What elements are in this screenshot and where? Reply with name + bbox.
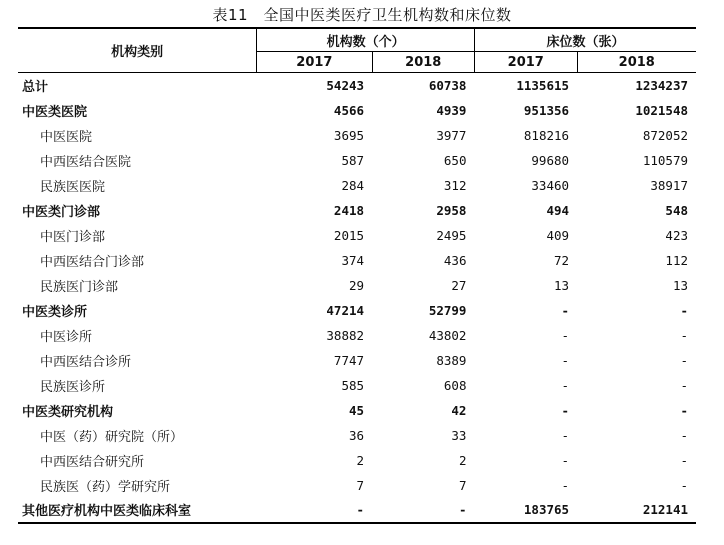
row-label: 中西医结合门诊部 [40, 254, 145, 270]
year-header: 2018 [372, 52, 474, 73]
row-label: 民族医（药）学研究所 [40, 479, 171, 495]
table-row [18, 198, 696, 223]
value-cell: 650 [443, 152, 467, 168]
row-label: 中西医结合医院 [40, 154, 132, 170]
value-cell: 212141 [577, 498, 696, 523]
value-cell: 3695 [333, 127, 365, 143]
value-cell: 7 [356, 477, 365, 493]
row-label: 中医类门诊部 [22, 204, 101, 220]
value-cell: 13 [672, 277, 688, 293]
value-cell: - [680, 302, 688, 318]
row-label: 中医类诊所 [22, 304, 88, 320]
value-cell: - [561, 477, 570, 493]
table-title: 表11 全国中医类医疗卫生机构数和床位数 [212, 6, 512, 24]
value-cell: 4939 [436, 102, 467, 118]
table-row [18, 373, 696, 398]
value-cell: - [561, 402, 570, 418]
value-cell: 36 [348, 427, 365, 443]
category-header: 机构类别 [18, 28, 257, 73]
value-cell: 29 [348, 277, 365, 293]
value-cell: - [257, 498, 372, 523]
value-cell: - [561, 452, 570, 468]
value-cell: - [372, 498, 474, 523]
value-cell: 43802 [428, 327, 467, 343]
value-cell: - [680, 327, 688, 343]
value-cell: 52799 [428, 302, 467, 318]
value-cell: 38882 [326, 327, 365, 343]
value-cell: - [680, 377, 688, 393]
value-cell: 585 [341, 377, 365, 393]
table-row [18, 423, 696, 448]
value-cell: 951356 [523, 102, 570, 118]
row-label: 中西医结合诊所 [40, 354, 132, 370]
table-body [18, 73, 696, 523]
row-label: 民族医门诊部 [40, 279, 119, 295]
value-cell: 818216 [523, 127, 570, 143]
data-table [18, 27, 696, 524]
value-cell: 2495 [436, 227, 467, 243]
table-row [18, 148, 696, 173]
year-header: 2017 [257, 52, 372, 73]
table-row [18, 348, 696, 373]
value-cell: 548 [665, 202, 688, 218]
year-header: 2018 [577, 52, 696, 73]
value-cell: 7 [458, 477, 467, 493]
value-cell: 1021548 [635, 102, 688, 118]
value-cell: 33 [451, 427, 467, 443]
row-label: 中医医院 [40, 129, 93, 145]
table-row [18, 98, 696, 123]
value-cell: 608 [443, 377, 467, 393]
value-cell: 494 [546, 202, 570, 218]
institutions-header: 机构数（个） [257, 28, 475, 52]
table-row [18, 498, 696, 523]
value-cell: - [680, 402, 688, 418]
value-cell: 112 [665, 252, 688, 268]
row-label: 总计 [18, 73, 257, 98]
value-cell: 47214 [326, 302, 365, 318]
value-cell: - [561, 352, 570, 368]
value-cell: 45 [348, 402, 365, 418]
value-cell: 42 [451, 402, 467, 418]
table-row [18, 398, 696, 423]
value-cell: 409 [546, 227, 570, 243]
value-cell: 2 [356, 452, 365, 468]
value-cell: 2958 [436, 202, 467, 218]
value-cell: 587 [341, 152, 365, 168]
value-cell: 4566 [333, 102, 365, 118]
table-row [18, 173, 696, 198]
value-cell: 72 [553, 252, 570, 268]
value-cell: 423 [665, 227, 688, 243]
value-cell: 27 [451, 277, 467, 293]
value-cell: 2418 [333, 202, 365, 218]
value-cell: 2015 [333, 227, 365, 243]
value-cell: - [561, 427, 570, 443]
row-label: 中医类研究机构 [22, 404, 114, 420]
table-row [18, 448, 696, 473]
row-label: 中医门诊部 [40, 229, 106, 245]
value-cell: 99680 [531, 152, 570, 168]
value-cell: 3977 [436, 127, 467, 143]
row-label: 中医（药）研究院（所） [40, 429, 184, 445]
value-cell: 436 [443, 252, 467, 268]
row-label: 中医类医院 [22, 104, 88, 120]
value-cell: - [561, 377, 570, 393]
year-header: 2017 [474, 52, 577, 73]
value-cell: 1135615 [474, 73, 577, 98]
beds-header: 床位数（张） [474, 28, 696, 52]
row-label: 中医诊所 [40, 329, 93, 345]
value-cell: 284 [341, 177, 365, 193]
row-label: 民族医医院 [40, 179, 106, 195]
value-cell: 312 [443, 177, 467, 193]
value-cell: 110579 [642, 152, 688, 168]
value-cell: 54243 [257, 73, 372, 98]
value-cell: 8389 [436, 352, 467, 368]
value-cell: 2 [458, 452, 467, 468]
value-cell: 7747 [333, 352, 365, 368]
value-cell: - [680, 477, 688, 493]
value-cell: 60738 [372, 73, 474, 98]
value-cell: - [680, 452, 688, 468]
table-row [18, 73, 696, 98]
value-cell: 38917 [650, 177, 688, 193]
value-cell: - [561, 327, 570, 343]
value-cell: - [680, 352, 688, 368]
value-cell: - [680, 427, 688, 443]
row-label: 其他医疗机构中医类临床科室 [18, 498, 257, 523]
value-cell: 183765 [474, 498, 577, 523]
table-row [18, 273, 696, 298]
table-row [18, 473, 696, 498]
value-cell: 1234237 [577, 73, 696, 98]
row-label: 中西医结合研究所 [40, 454, 145, 470]
table-row [18, 223, 696, 248]
value-cell: 33460 [531, 177, 570, 193]
table-row [18, 248, 696, 273]
value-cell: 374 [341, 252, 365, 268]
value-cell: - [561, 302, 570, 318]
value-cell: 872052 [642, 127, 688, 143]
row-label: 民族医诊所 [40, 379, 106, 395]
table-row [18, 123, 696, 148]
value-cell: 13 [553, 277, 570, 293]
table-row [18, 323, 696, 348]
table-row [18, 298, 696, 323]
